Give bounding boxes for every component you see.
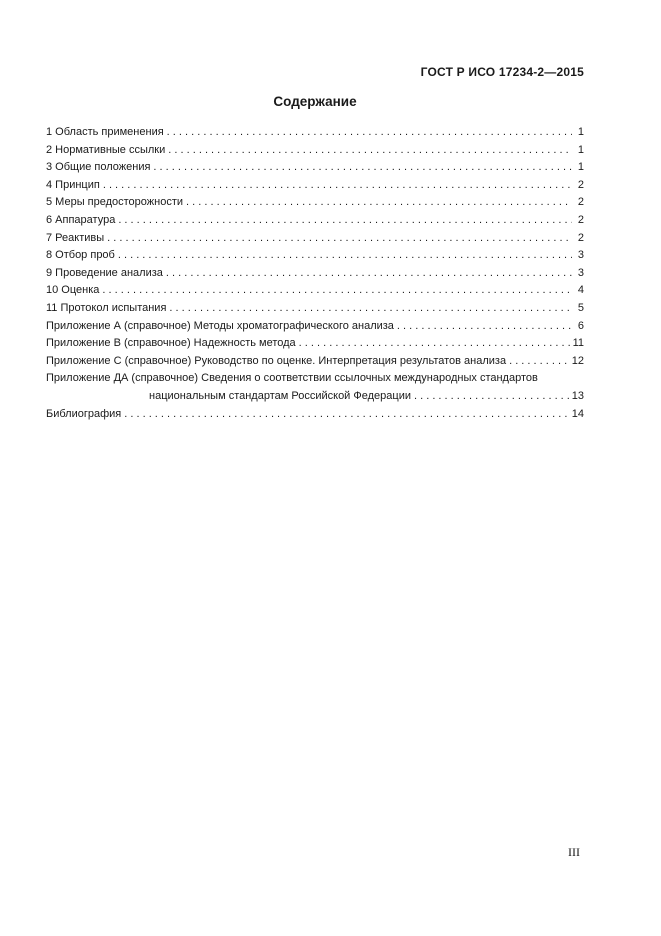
toc-entry-label: Приложение С (справочное) Руководство по оценке. Интерпретация результатов анализа (46, 354, 507, 367)
toc-entry-scope[interactable] (46, 124, 584, 142)
toc-entry-principle[interactable] (46, 177, 584, 195)
toc-entry-analysis[interactable] (46, 265, 584, 283)
toc-leader-dots (166, 265, 572, 283)
toc-entry-label: Приложение А (справочное) Методы хроматографического анализа (46, 319, 394, 332)
toc-entry-label: 11 Протокол испытания (46, 301, 167, 314)
toc-entry-page: 2 (577, 213, 584, 226)
toc-entry-evaluation[interactable] (46, 282, 584, 300)
toc-entry-label: 4 Принцип (46, 178, 100, 191)
toc-entry-label-line1: Приложение ДА (справочное) Сведения о соответствии ссылочных международных стандартов (46, 372, 538, 385)
toc-entry-label: 6 Аппаратура (46, 213, 116, 226)
toc-entry-label: 9 Проведение анализа (46, 266, 163, 279)
toc-entry-page: 12 (571, 354, 584, 367)
toc-entry-page: 3 (577, 266, 584, 279)
toc-leader-dots (186, 194, 572, 212)
toc-entry-page: 4 (577, 284, 584, 297)
toc-leader-dots (124, 406, 570, 424)
toc-leader-dots (414, 388, 570, 406)
toc-entry-annex-a[interactable] (46, 318, 584, 336)
toc-entry-general-provisions[interactable] (46, 159, 584, 177)
toc-entry-page: 1 (577, 126, 584, 138)
toc-leader-dots (167, 124, 572, 142)
toc-title: Содержание (273, 94, 357, 109)
toc-entry-page: 13 (571, 389, 584, 402)
toc-entry-label: 1 Область применения (46, 126, 164, 138)
toc-entry-page: 14 (571, 407, 584, 420)
toc-entry-second-line (46, 388, 584, 406)
toc-leader-dots (509, 353, 570, 371)
toc-entry-page: 2 (577, 231, 584, 244)
toc-entry-page: 5 (577, 301, 584, 314)
toc-entry-sampling[interactable] (46, 247, 584, 265)
toc-leader-dots (397, 318, 572, 336)
toc-entry-label: 10 Оценка (46, 284, 100, 297)
toc-entry-page: 1 (577, 143, 584, 156)
toc-entry-label: Приложение В (справочное) Надежность метода (46, 337, 296, 350)
toc-entry-annex-b[interactable] (46, 335, 584, 353)
toc-entry-label: 7 Реактивы (46, 231, 105, 244)
toc-leader-dots (118, 212, 572, 230)
toc-entry-label: Библиография (46, 407, 122, 420)
page-number: III (568, 845, 580, 859)
toc-entry-reagents[interactable] (46, 230, 584, 248)
toc-entry-annex-c[interactable] (46, 353, 584, 371)
toc-leader-dots (103, 177, 572, 195)
toc-leader-dots (107, 230, 572, 248)
toc-entry-page: 11 (572, 337, 584, 350)
toc-leader-dots (169, 300, 572, 318)
toc-leader-dots (102, 282, 572, 300)
toc-entry-page: 3 (577, 249, 584, 262)
toc-entry-label-block (46, 370, 584, 405)
toc-entry-label: 8 Отбор проб (46, 249, 115, 262)
document-code: ГОСТ Р ИСО 17234-2—2015 (420, 65, 584, 79)
toc-leader-dots (118, 247, 572, 265)
toc-leader-dots (168, 142, 572, 160)
toc-entry-apparatus[interactable] (46, 212, 584, 230)
toc-entry-bibliography[interactable] (46, 406, 584, 424)
toc-entry-normative-references[interactable] (46, 142, 584, 160)
toc-entry-page: 6 (577, 319, 584, 332)
toc-entry-page: 2 (577, 178, 584, 191)
toc-leader-dots (299, 335, 571, 353)
toc-entry-page: 1 (577, 161, 584, 174)
toc-entry-precautions[interactable] (46, 194, 584, 212)
toc-entry-page: 2 (577, 196, 584, 209)
toc-entry-label: 3 Общие положения (46, 161, 151, 174)
toc-entry-label: 5 Меры предосторожности (46, 196, 184, 209)
toc-entry-test-report[interactable] (46, 300, 584, 318)
toc-entry-label: 2 Нормативные ссылки (46, 143, 166, 156)
toc-leader-dots (153, 159, 572, 177)
toc-entry-annex-da[interactable] (46, 370, 584, 405)
table-of-contents (46, 124, 584, 423)
toc-entry-label-line2: национальным стандартам Российской Федерации (149, 389, 411, 402)
